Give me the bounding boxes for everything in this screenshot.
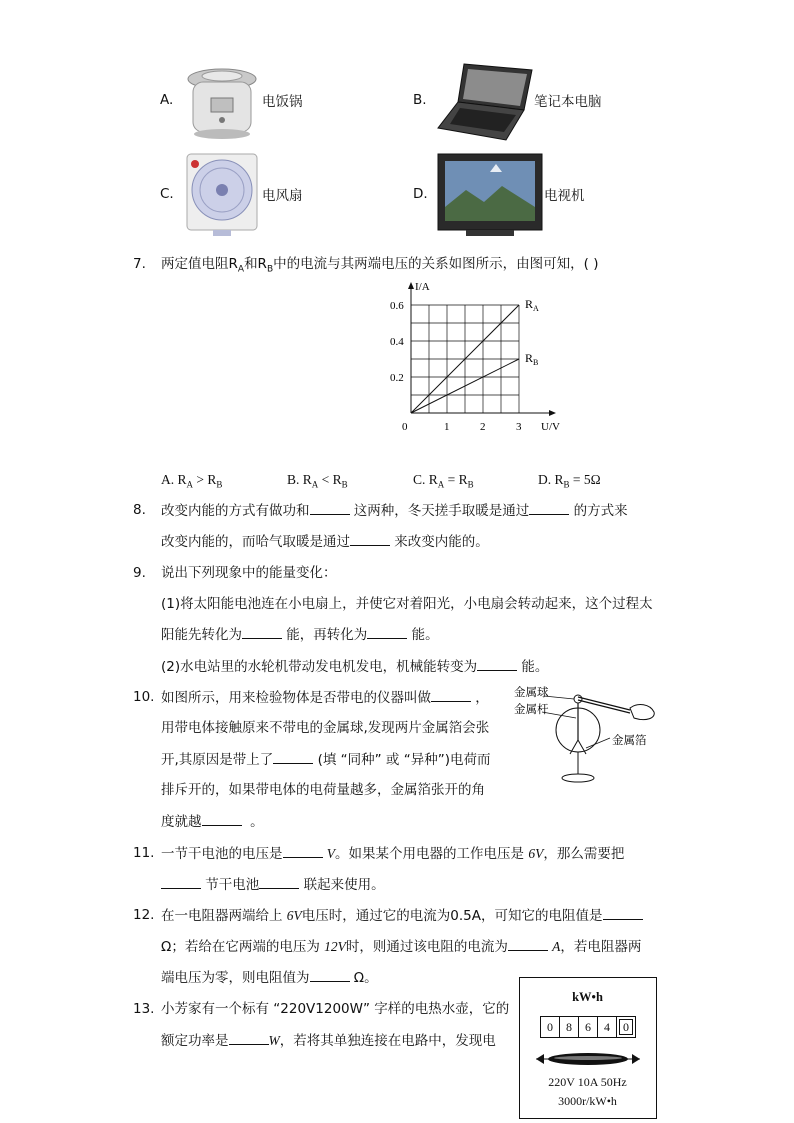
q7-number: 7. [133, 256, 146, 272]
answer-blank[interactable] [161, 874, 201, 889]
meter-spec-2: 3000r/kW•h [558, 1094, 617, 1108]
option-d-letter: D. [413, 186, 428, 202]
q13-line-1: 小芳家有一个标有 “220V1200W” 字样的电热水壶，它的 [161, 1001, 510, 1017]
option-a-label: 电饭锅 [262, 94, 303, 110]
x-axis-label: U/V [541, 421, 560, 433]
q11-line-1: 一节干电池的电压是 V。如果某个用电器的工作电压是 6V，那么需要把 [161, 843, 624, 864]
q13-number: 13. [133, 1001, 155, 1017]
q10-line-3: 开,其原因是带上了 (填 “同种” 或 “异种”)电荷而 [161, 749, 490, 770]
meter-rotating-disk [534, 1048, 642, 1070]
x-tick-label: 2 [480, 421, 486, 433]
tv-icon [436, 152, 544, 238]
fan-icon [183, 152, 261, 238]
answer-blank[interactable] [350, 531, 390, 546]
meter-digit: 6 [579, 1016, 598, 1038]
option-c-letter: C. [160, 186, 174, 202]
q12-line-3: 端电压为零，则电阻值为 Ω。 [161, 967, 378, 988]
q7-option-a[interactable]: A. $R_A > R_B$ [161, 472, 223, 490]
q10-line-2: 用带电体接触原来不带电的金属球,发现两片金属箔会张 [161, 720, 490, 736]
answer-blank[interactable] [229, 1030, 269, 1045]
q7-stem: 两定值电阻$R_A$和$R_B$中的电流与其两端电压的关系如图所示，由图可知，( ) [161, 256, 599, 275]
q7-option-b[interactable]: B. $R_A < R_B$ [287, 472, 348, 490]
electroscope-figure [514, 682, 660, 786]
q9-part-1-line-1: (1)将太阳能电池连在小电扇上，并使它对着阳光，小电扇会转动起来，这个过程太 [161, 596, 653, 612]
answer-blank[interactable] [603, 905, 643, 920]
q8-line-1: 改变内能的方式有做功和 这两种，冬天搓手取暖是通过 的方式来 [161, 500, 628, 521]
label-metal-foil: 金属箔 [612, 733, 647, 747]
option-b-letter: B. [413, 92, 427, 108]
series-label-1: $R_B$ [525, 351, 539, 367]
option-b-label: 笔记本电脑 [534, 94, 602, 110]
q13-line-2: 额定功率是 W，若将其单独连接在电路中，发现电 [161, 1030, 496, 1051]
option-d-label: 电视机 [544, 188, 585, 204]
meter-digit: 0 [540, 1016, 560, 1038]
q8-number: 8. [133, 502, 146, 518]
y-tick-label: 0.2 [390, 372, 404, 384]
answer-blank[interactable] [310, 500, 350, 515]
q9-title: 说出下列现象中的能量变化： [161, 565, 337, 581]
option-a-letter: A. [160, 92, 174, 108]
q9-part-1-line-2: 阳能先转化为 能，再转化为 能。 [161, 624, 439, 645]
answer-blank[interactable] [259, 874, 299, 889]
q9-number: 9. [133, 565, 146, 581]
y-tick-label: 0.6 [390, 300, 404, 312]
q12-line-1: 在一电阻器两端给上 6V电压时，通过它的电流为0.5A，可知它的电阻值是 [161, 905, 643, 926]
answer-blank[interactable] [508, 936, 548, 951]
answer-blank[interactable] [431, 687, 471, 702]
x-tick-label: 3 [516, 421, 522, 433]
meter-digits [540, 1016, 636, 1038]
meter-spec-1: 220V 10A 50Hz [548, 1075, 627, 1089]
q10-line-5: 度就越 。 [161, 811, 264, 832]
q12-line-2: Ω；若给在它两端的电压为 12V时，则通过该电阻的电流为 A，若电阻器两 [161, 936, 641, 957]
chart-axes [408, 282, 556, 416]
answer-blank[interactable] [529, 500, 569, 515]
q10-number: 10. [133, 689, 155, 705]
meter-unit: kW•h [572, 990, 603, 1004]
q8-line-2: 改变内能的，而哈气取暖是通过 来改变内能的。 [161, 531, 489, 552]
q11-number: 11. [133, 845, 155, 861]
y-axis-arrow [408, 282, 414, 289]
q7-option-d[interactable]: D. $R_B = 5\Omega$ [538, 472, 601, 490]
meter-digit: 4 [598, 1016, 617, 1038]
laptop-icon [436, 62, 534, 142]
energy-meter [519, 977, 657, 1119]
answer-blank[interactable] [202, 811, 242, 826]
answer-blank[interactable] [242, 624, 282, 639]
y-tick-label: 0.4 [390, 336, 404, 348]
answer-blank[interactable] [477, 656, 517, 671]
label-metal-ball: 金属球 [514, 685, 549, 699]
q10-line-1: 如图所示，用来检验物体是否带电的仪器叫做 ， [161, 687, 489, 708]
x-axis-arrow [549, 410, 556, 416]
q10-line-4: 排斥开的，如果带电体的电荷量越多，金属箔张开的角 [161, 782, 485, 798]
answer-blank[interactable] [310, 967, 350, 982]
q12-number: 12. [133, 907, 155, 923]
option-c-label: 电风扇 [262, 188, 303, 204]
series-label-0: $R_A$ [525, 297, 539, 313]
x-tick-label: 0 [402, 421, 408, 433]
meter-digit: 8 [560, 1016, 579, 1038]
iv-chart [388, 276, 568, 436]
meter-digit-decimal: 0 [617, 1016, 636, 1038]
x-tick-label: 1 [444, 421, 450, 433]
label-metal-rod: 金属杆 [514, 702, 549, 716]
answer-blank[interactable] [273, 749, 313, 764]
rice-cooker-icon [183, 64, 261, 144]
y-axis-label: I/A [415, 281, 430, 293]
answer-blank[interactable] [283, 843, 323, 858]
q7-option-c[interactable]: C. $R_A = R_B$ [413, 472, 474, 490]
answer-blank[interactable] [367, 624, 407, 639]
q11-line-2: 节干电池 联起来使用。 [161, 874, 385, 895]
q9-part-2: (2)水电站里的水轮机带动发电机发电，机械能转变为 能。 [161, 656, 548, 677]
